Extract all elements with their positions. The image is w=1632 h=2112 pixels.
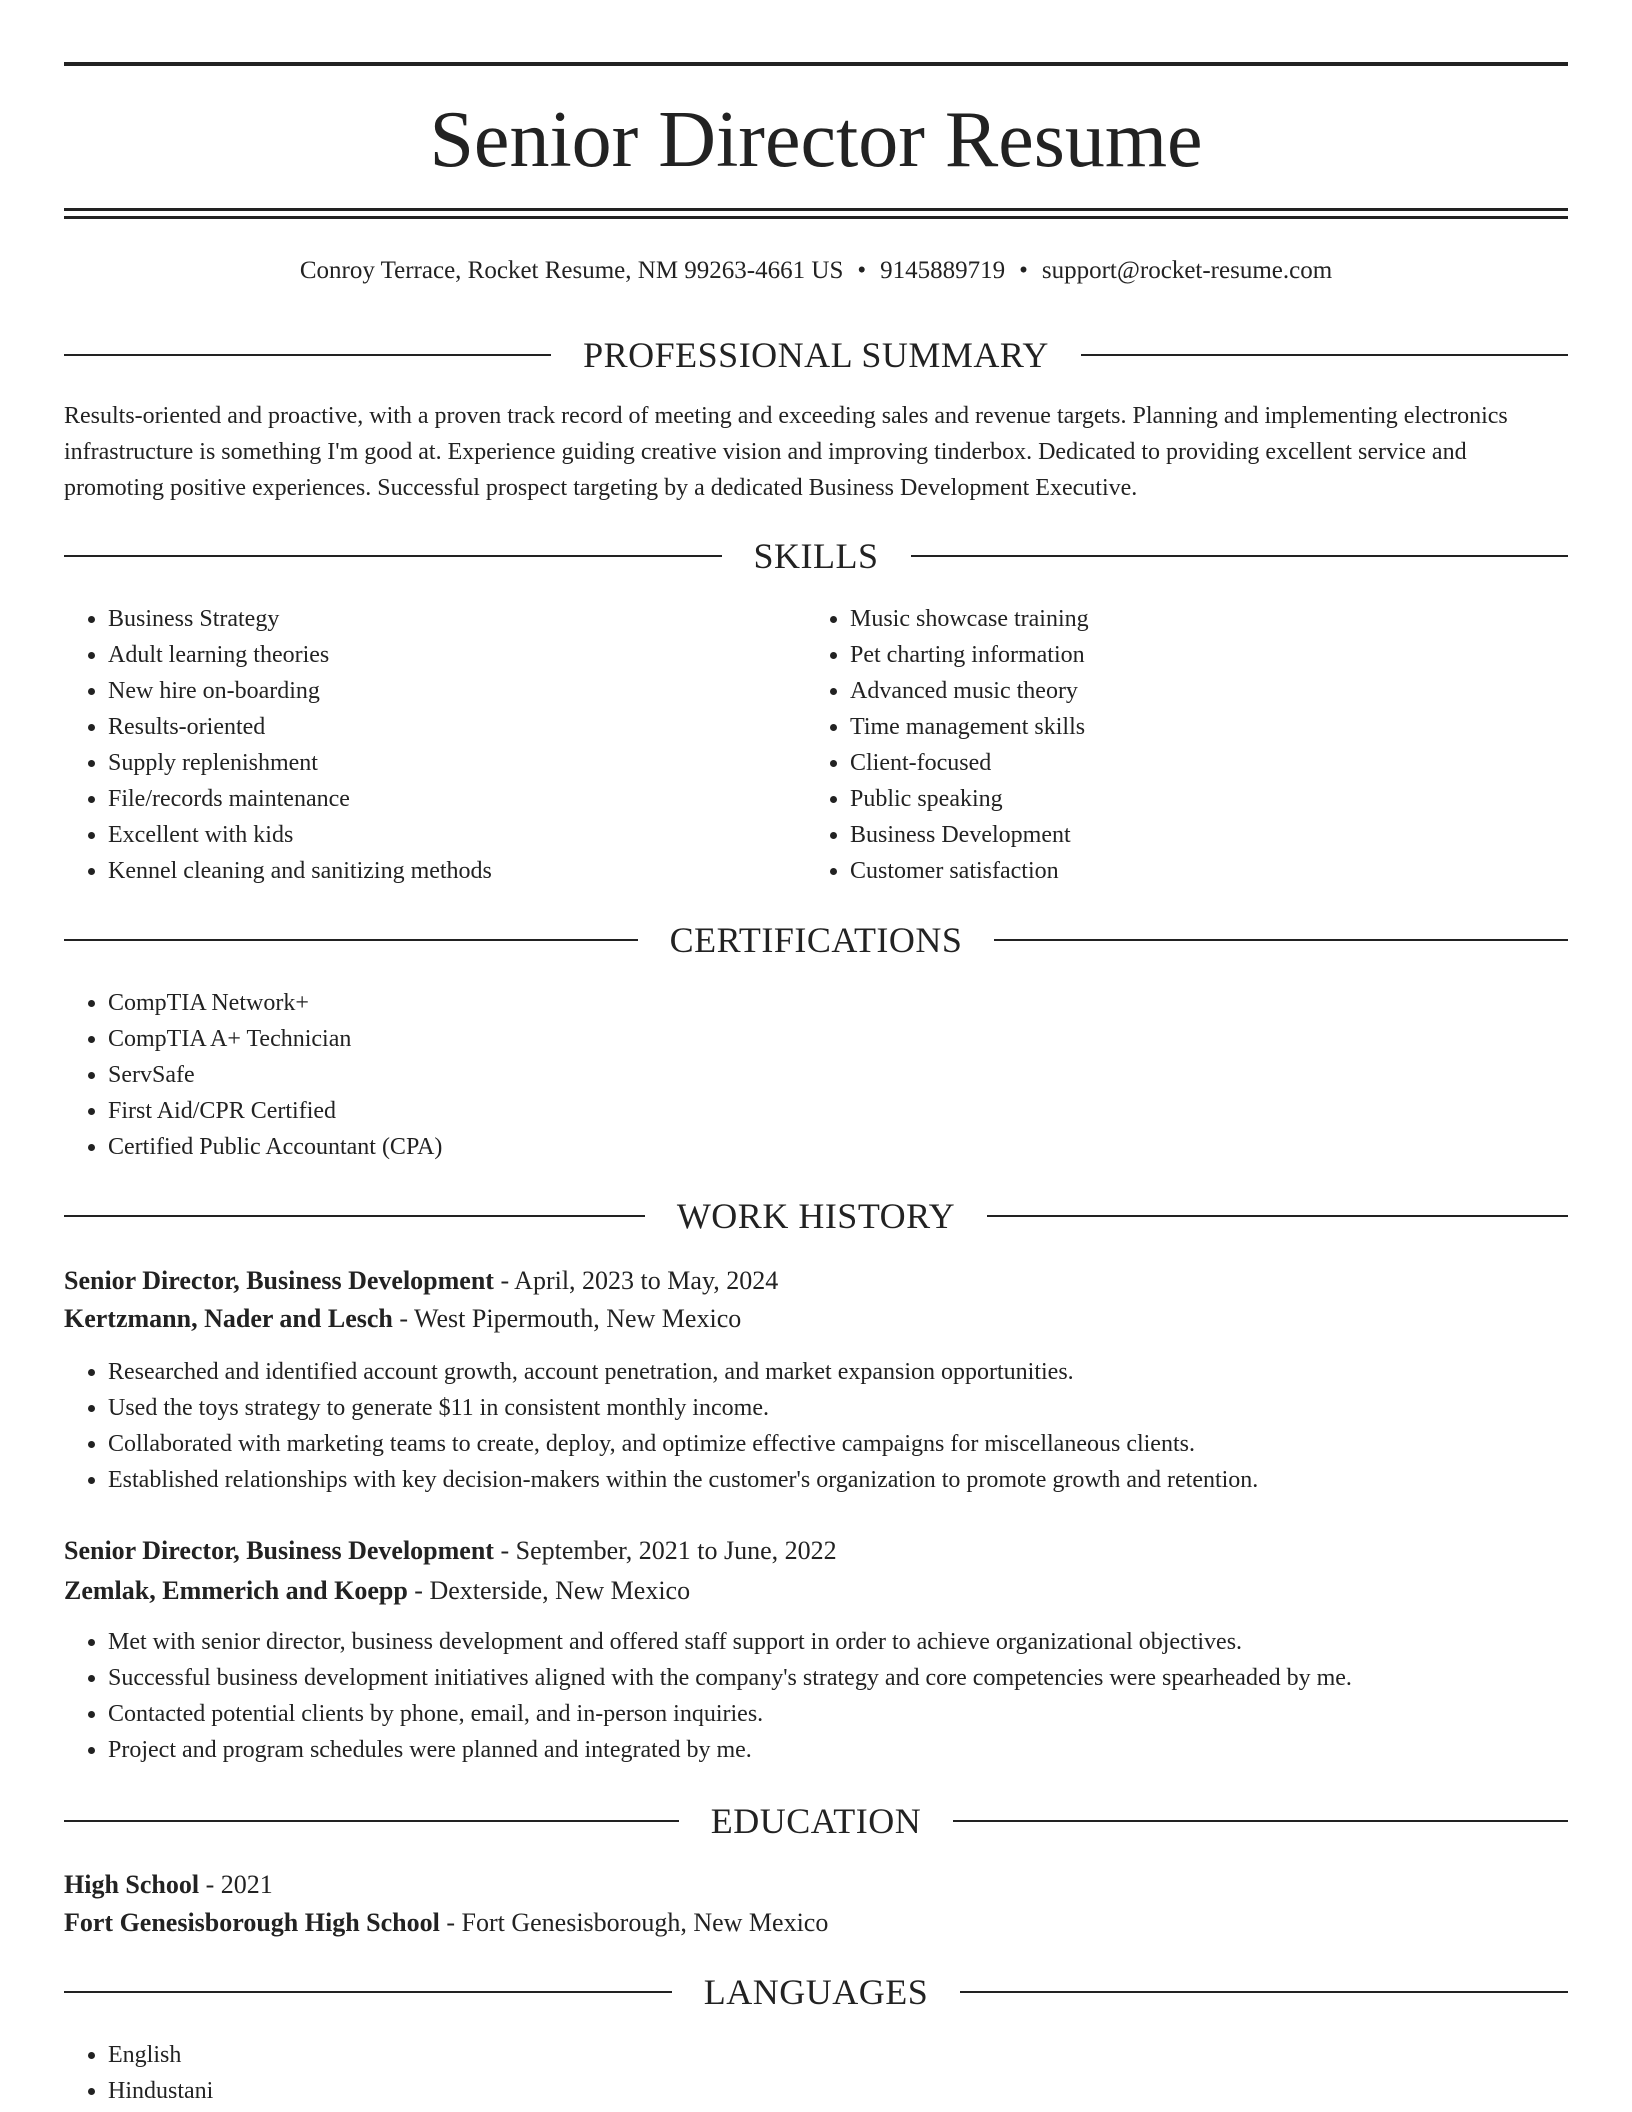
job-bullet: • Used the toys strategy to generate $11 in consistent monthly income.: [108, 1390, 1568, 1426]
education-degree-line: [64, 1865, 1568, 1905]
job-bullets: [64, 1624, 1568, 1768]
job-location: - West Pipermouth, New Mexico: [392, 1304, 742, 1333]
language-item: • English: [108, 2037, 908, 2073]
language-item: • Hindustani: [108, 2073, 908, 2109]
skill-item: • Pet charting information: [850, 637, 1550, 673]
certifications-heading: [64, 918, 1568, 962]
education-degree: High School: [64, 1870, 200, 1899]
skill-item: • Time management skills: [850, 709, 1550, 745]
education-location: - Fort Genesisborough, New Mexico: [439, 1908, 829, 1937]
certification-item: • CompTIA Network+: [108, 985, 1508, 1021]
heading-rule: [960, 1991, 1568, 1993]
skill-item: • Business Development: [850, 817, 1550, 853]
certifications-heading-label: CERTIFICATIONS: [669, 920, 963, 960]
heading-rule: [987, 1215, 1568, 1217]
heading-rule: [994, 939, 1568, 941]
contact-line: [64, 255, 1568, 287]
skill-item: • Customer satisfaction: [850, 853, 1550, 889]
job-company-line: [64, 1299, 1568, 1339]
heading-rule: [64, 1991, 672, 1993]
heading-rule: [911, 555, 1569, 557]
job-title-line: [64, 1531, 1568, 1571]
skill-item: • Excellent with kids: [108, 817, 798, 853]
top-rule: [64, 62, 1568, 66]
job-bullet: • Researched and identified account growth, account penetration, and market expansion opportunities.: [108, 1354, 1568, 1390]
contact-phone: 9145889719: [880, 257, 1006, 284]
education-school-line: [64, 1903, 1568, 1943]
skill-item: • Results-oriented: [108, 709, 798, 745]
skill-item: • Music showcase training: [850, 601, 1550, 637]
job-title-line: [64, 1261, 1568, 1301]
job-dates: - April, 2023 to May, 2024: [493, 1266, 779, 1295]
skill-item: • Public speaking: [850, 781, 1550, 817]
title-rule-lower: [64, 216, 1568, 219]
skill-item: • New hire on-boarding: [108, 673, 798, 709]
certification-item: • Certified Public Accountant (CPA): [108, 1129, 1508, 1165]
contact-email: support@rocket-resume.com: [1041, 257, 1333, 284]
certifications-list: [64, 985, 1508, 1165]
education-heading-label: EDUCATION: [710, 1801, 922, 1841]
job-bullet: • Collaborated with marketing teams to create, deploy, and optimize effective campaigns for miscellaneous clients.: [108, 1426, 1568, 1462]
job-title: Senior Director, Business Development: [64, 1266, 494, 1295]
education-year: - 2021: [199, 1870, 273, 1899]
job-company: Kertzmann, Nader and Lesch: [64, 1304, 393, 1333]
work-heading: [64, 1194, 1568, 1238]
languages-heading: [64, 1970, 1568, 2014]
skills-list-left: [64, 601, 798, 889]
heading-rule: [64, 939, 638, 941]
skill-item: • Adult learning theories: [108, 637, 798, 673]
skill-item: • File/records maintenance: [108, 781, 798, 817]
education-school: Fort Genesisborough High School: [64, 1908, 440, 1937]
heading-rule: [64, 354, 551, 356]
certification-item: • CompTIA A+ Technician: [108, 1021, 1508, 1057]
job-bullet: • Successful business development initiatives aligned with the company's strategy and core competencies were spearheaded by me.: [108, 1660, 1568, 1696]
job-title: Senior Director, Business Development: [64, 1536, 494, 1565]
job-bullets: [64, 1354, 1568, 1498]
work-heading-label: WORK HISTORY: [676, 1196, 956, 1236]
page-title: Senior Director Resume: [429, 96, 1203, 184]
job-bullet: • Project and program schedules were planned and integrated by me.: [108, 1732, 1568, 1768]
skills-list-right: [806, 601, 1550, 889]
job-bullet: • Contacted potential clients by phone, email, and in-person inquiries.: [108, 1696, 1568, 1732]
contact-separator: •: [1019, 257, 1028, 284]
certification-item: • ServSafe: [108, 1057, 1508, 1093]
job-company: Zemlak, Emmerich and Koepp: [64, 1576, 408, 1605]
summary-heading: [64, 333, 1568, 377]
heading-rule: [64, 1215, 645, 1217]
job-dates: - September, 2021 to June, 2022: [493, 1536, 837, 1565]
skill-item: • Supply replenishment: [108, 745, 798, 781]
heading-rule: [1081, 354, 1568, 356]
heading-rule: [953, 1820, 1568, 1822]
languages-list: [64, 2037, 908, 2109]
skills-heading: [64, 534, 1568, 578]
summary-heading-label: PROFESSIONAL SUMMARY: [583, 335, 1049, 375]
heading-rule: [64, 555, 722, 557]
skill-item: • Client-focused: [850, 745, 1550, 781]
contact-address: Conroy Terrace, Rocket Resume, NM 99263-4661 US: [299, 257, 844, 284]
skill-item: • Advanced music theory: [850, 673, 1550, 709]
summary-text: Results-oriented and proactive, with a proven track record of meeting and exceeding sales and revenue targets. Planning and implementing electronics infrastructure is something I'm good at. Experience guiding creative vision and improving tinderbox. Dedicated to providing excellent service and promoting positive experiences. Successful prospect targeting by a dedicated Business Development Executive.: [64, 403, 1508, 501]
skills-heading-label: SKILLS: [753, 536, 879, 576]
skill-item: • Business Strategy: [108, 601, 798, 637]
title-rule-upper: [64, 208, 1568, 211]
job-company-line: [64, 1571, 1568, 1611]
job-location: - Dexterside, New Mexico: [407, 1576, 691, 1605]
languages-heading-label: LANGUAGES: [703, 1972, 929, 2012]
job-bullet: • Established relationships with key decision-makers within the customer's organization to promote growth and retention.: [108, 1462, 1568, 1498]
education-heading: [64, 1799, 1568, 1843]
heading-rule: [64, 1820, 679, 1822]
skill-item: • Kennel cleaning and sanitizing methods: [108, 853, 798, 889]
job-bullet: • Met with senior director, business development and offered staff support in order to achieve organizational objectives.: [108, 1624, 1568, 1660]
certification-item: • First Aid/CPR Certified: [108, 1093, 1508, 1129]
contact-separator: •: [857, 257, 867, 284]
